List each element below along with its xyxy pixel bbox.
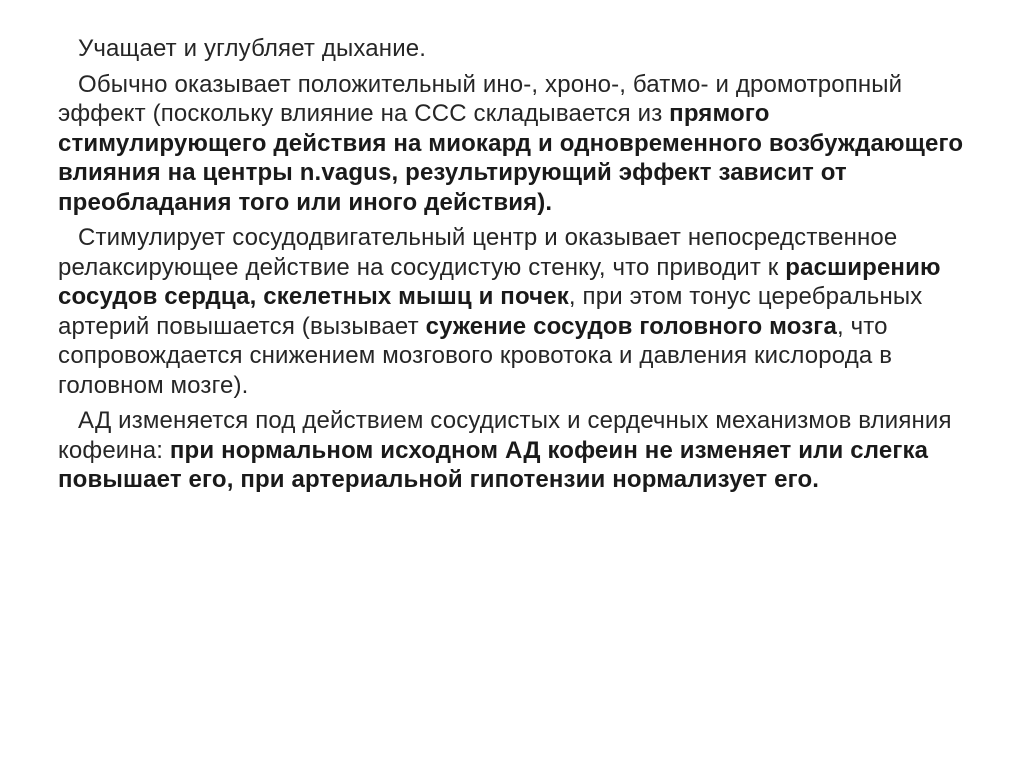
paragraph-text: , при этом тонус церебральных артерий повышается (вызывает <box>58 283 923 340</box>
paragraph-bold-text: сужение сосудов головного мозга <box>425 312 837 340</box>
paragraph-blood-pressure <box>58 406 978 495</box>
paragraph-breathing <box>58 34 978 64</box>
paragraph-vascular-effects <box>58 223 978 400</box>
slide-body-text <box>58 34 978 501</box>
paragraph-text: Стимулирует сосудодвигательный центр и оказывает непосредственное релаксирующее действие на сосудистую стенку, что приводит к <box>58 224 898 281</box>
paragraph-text: АД изменяется под действием сосудистых и сердечных механизмов влияния кофеина: <box>58 407 952 464</box>
paragraph-text: Обычно оказывает положительный ино-, хроно-, батмо- и дромотропный эффект (поскольку влияние на ССС складывается из <box>58 70 903 127</box>
paragraph-cardiac-effects <box>58 70 978 218</box>
paragraph-bold-text: при нормальном исходном АД кофеин не изменяет или слегка повышает его, при артериальной гипотензии нормализует его. <box>58 436 929 493</box>
paragraph-bold-text: расширению сосудов сердца, скелетных мышц и почек <box>58 253 941 310</box>
paragraph-bold-text: прямого стимулирующего действия на миокард и одновременного возбуждающего влияния на центры n.vagus, результирующий эффект зависит от преобладания того или иного действия). <box>58 100 964 216</box>
paragraph-text: , что сопровождается снижением мозгового кровотока и давления кислорода в головном мозге). <box>58 312 893 399</box>
paragraph-text: Учащает и углубляет дыхание. <box>78 35 427 62</box>
